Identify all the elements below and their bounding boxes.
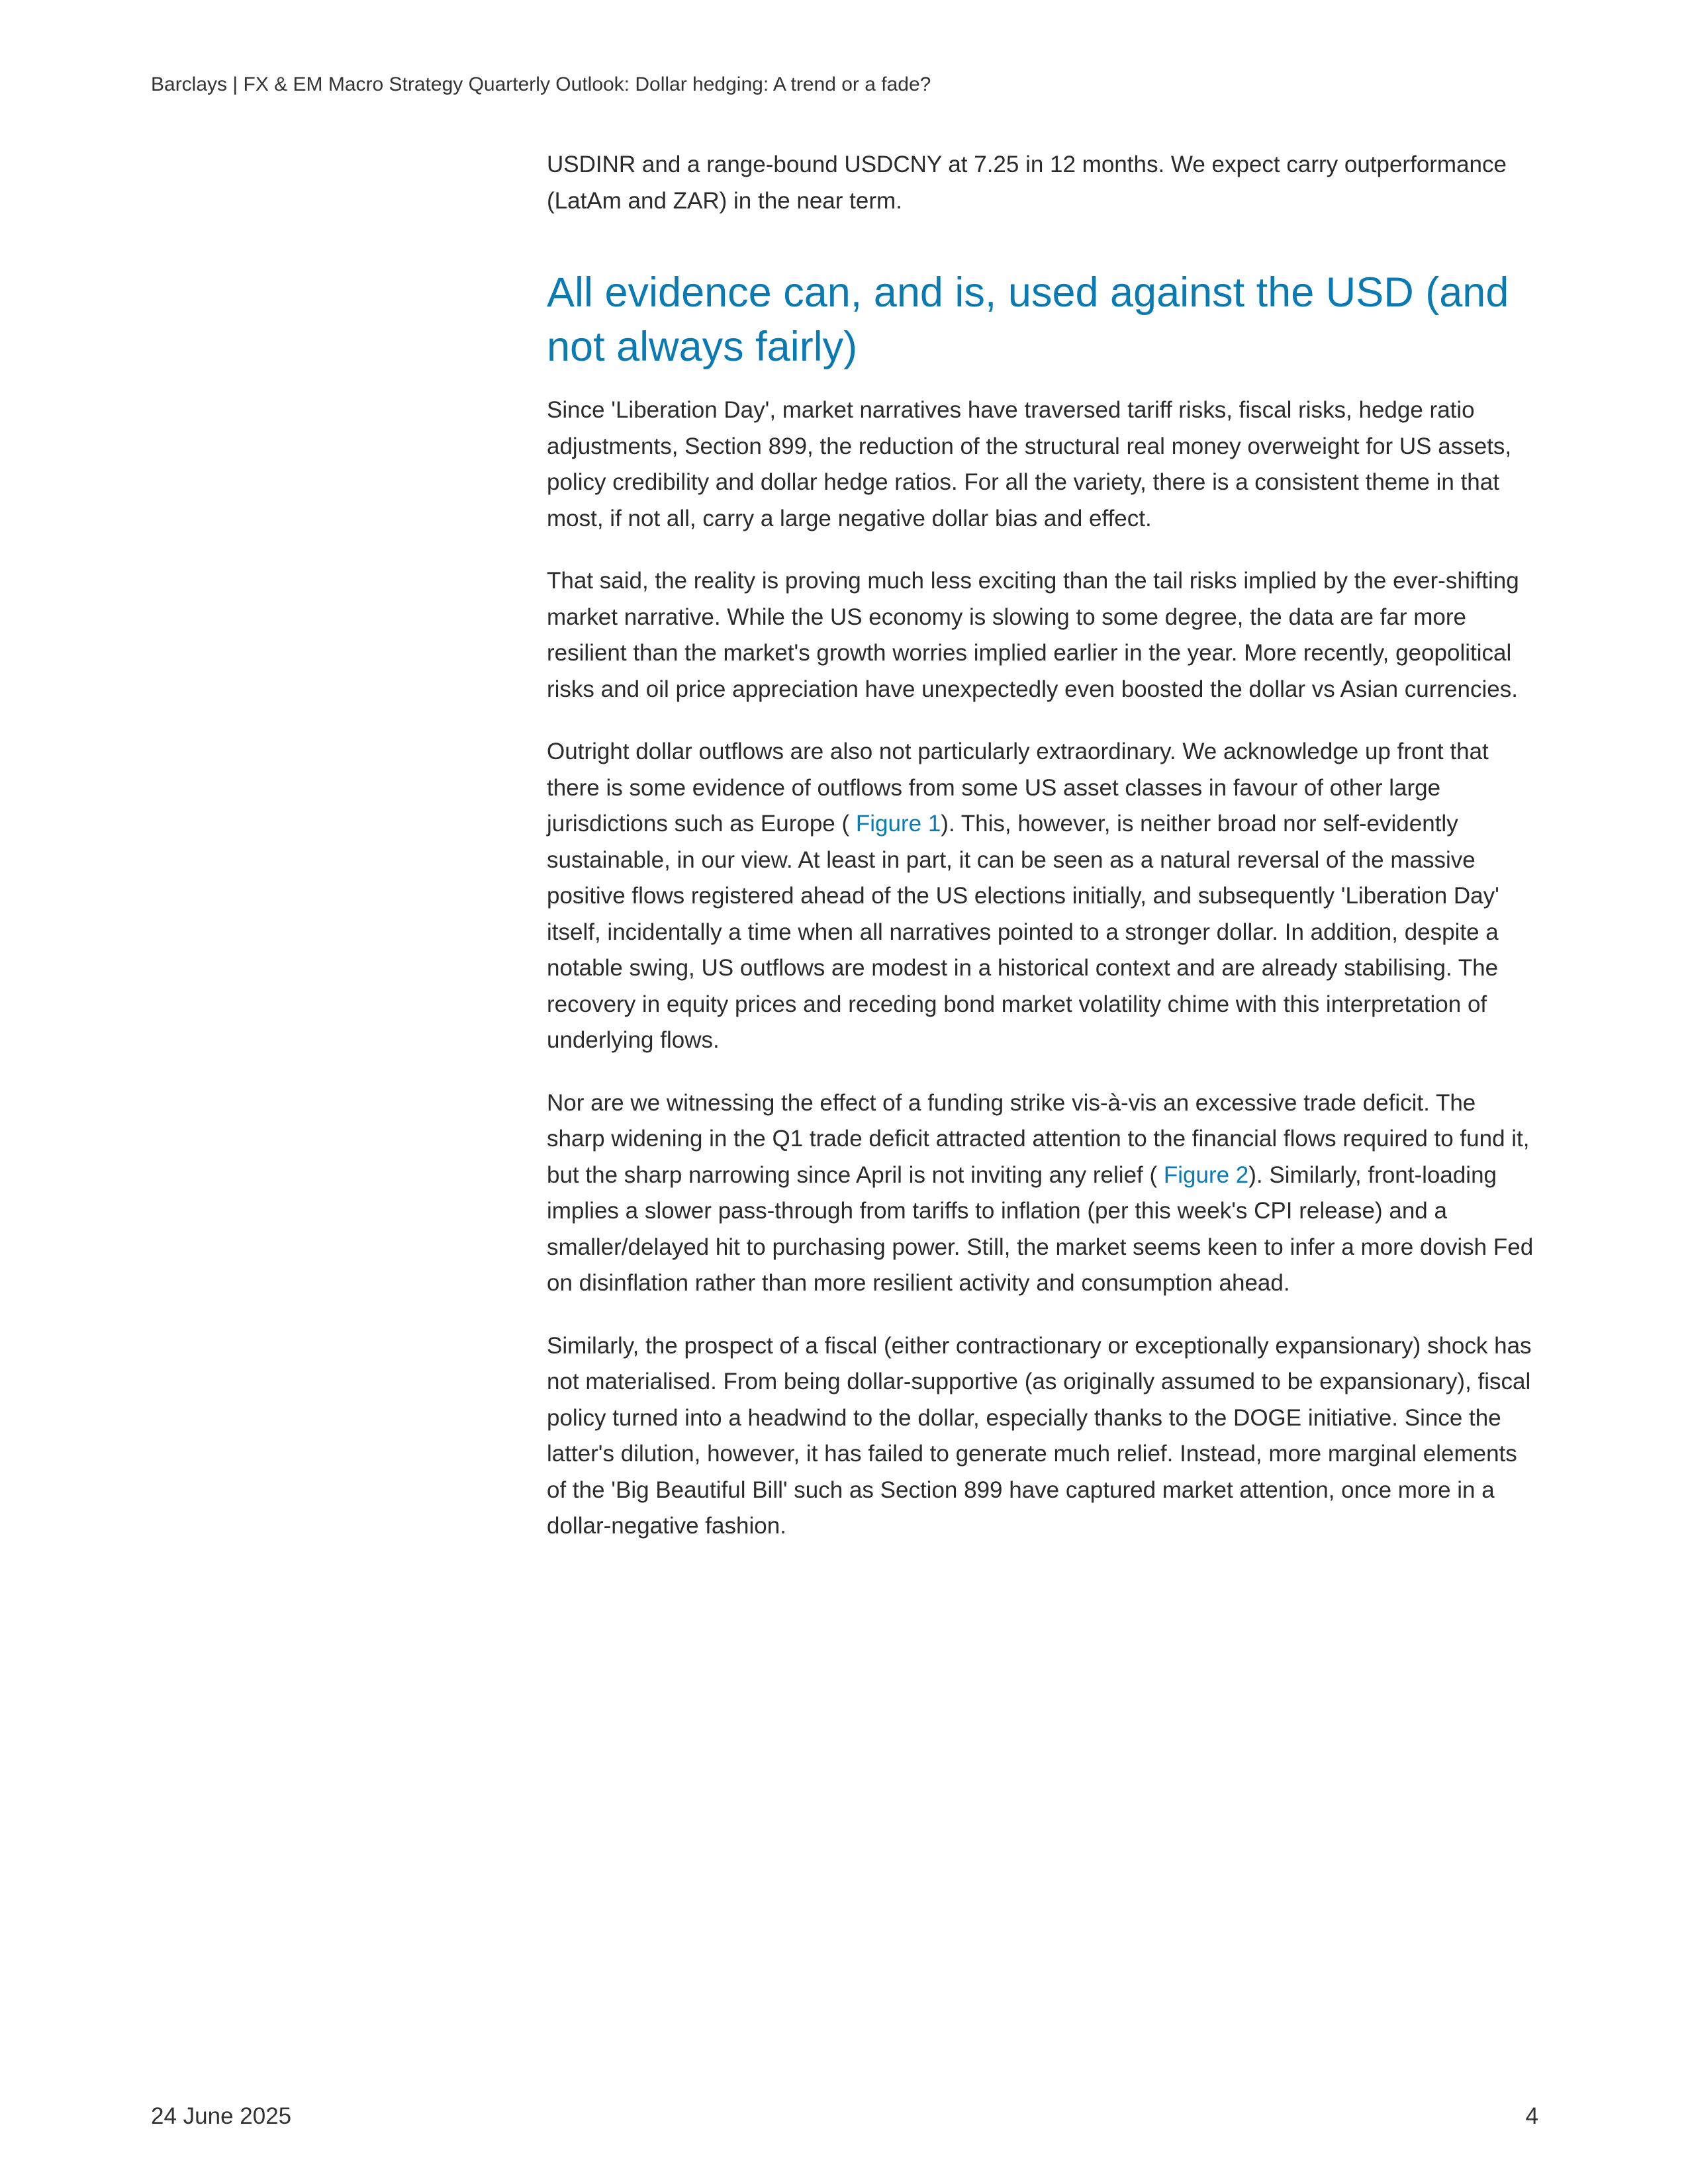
paragraph-3-text-after: ). This, however, is neither broad nor self-evidently sustainable, in our view. At least in part, it can be seen as a natural reversal of the massive positive flows registered ahead of the US elections initially, and subsequently 'Liberation Day' itself, incidentally a time when all narratives pointed to a stronger dollar. In addition, despite a notable swing, US outflows are modest in a historical context and are already stabilising. The recovery in equity prices and receding bond market volatility chime with this interpretation of underlying flows. (547, 811, 1499, 1053)
paragraph-3 (547, 734, 1540, 1059)
paragraph-2: That said, the reality is proving much less exciting than the tail risks implied by the ever-shifting market narrative. While the US economy is slowing to some degree, the data are far more resilient than the market's growth worries implied earlier in the year. More recently, geopolitical risks and oil price appreciation have unexpectedly even boosted the dollar vs Asian currencies. (547, 568, 1519, 702)
paragraph-3-text-before: Outright dollar outflows are also not particularly extraordinary. We acknowledge up front that there is some evidence of outflows from some US asset classes in favour of other large jurisdictions such as Europe ( (547, 739, 1489, 837)
paragraph-1: Since 'Liberation Day', market narratives have traversed tariff risks, fiscal risks, hedge ratio adjustments, Section 899, the reduction of the structural real money overweight for US assets, policy credibility and dollar hedge ratios. For all the variety, there is a consistent theme in that most, if not all, carry a large negative dollar bias and effect. (547, 397, 1512, 531)
main-column (547, 147, 1540, 1571)
page-number: 4 (1525, 2103, 1538, 2129)
footer-date: 24 June 2025 (151, 2103, 292, 2129)
paragraph-5: Similarly, the prospect of a fiscal (either contractionary or exceptionally expansionary) shock has not materialised. From being dollar-supportive (as originally assumed to be expansionary), fiscal policy turned into a headwind to the dollar, especially thanks to the DOGE initiative. Since the latter's dilution, however, it has failed to generate much relief. Instead, more marginal elements of the 'Big Beautiful Bill' such as Section 899 have captured market attention, once more in a dollar-negative fashion. (547, 1332, 1532, 1539)
running-header: Barclays | FX & EM Macro Strategy Quarterly Outlook: Dollar hedging: A trend or a fade? (151, 73, 931, 95)
paragraph-4 (547, 1085, 1540, 1302)
intro-paragraph: USDINR and a range-bound USDCNY at 7.25 in 12 months. We expect carry outperformance (LatAm and ZAR) in the near term. (547, 152, 1507, 214)
figure-2-link[interactable]: Figure 2 (1163, 1161, 1249, 1188)
paragraph-4-text-before: Nor are we witnessing the effect of a funding strike vis-à-vis an excessive trade deficit. The sharp widening in the Q1 trade deficit attracted attention to the financial flows required to fund it, but the sharp narrowing since April is not inviting any relief ( (547, 1089, 1530, 1188)
paragraph-4-text-after: ). Similarly, front-loading implies a slower pass-through from tariffs to inflation (per this week's CPI release) and a smaller/delayed hit to purchasing power. Still, the market seems keen to infer a more dovish Fed on disinflation rather than more resilient activity and consumption ahead. (547, 1161, 1534, 1296)
section-heading: All evidence can, and is, used against the USD (and not always fairly) (547, 269, 1509, 370)
figure-1-link[interactable]: Figure 1 (855, 811, 941, 837)
